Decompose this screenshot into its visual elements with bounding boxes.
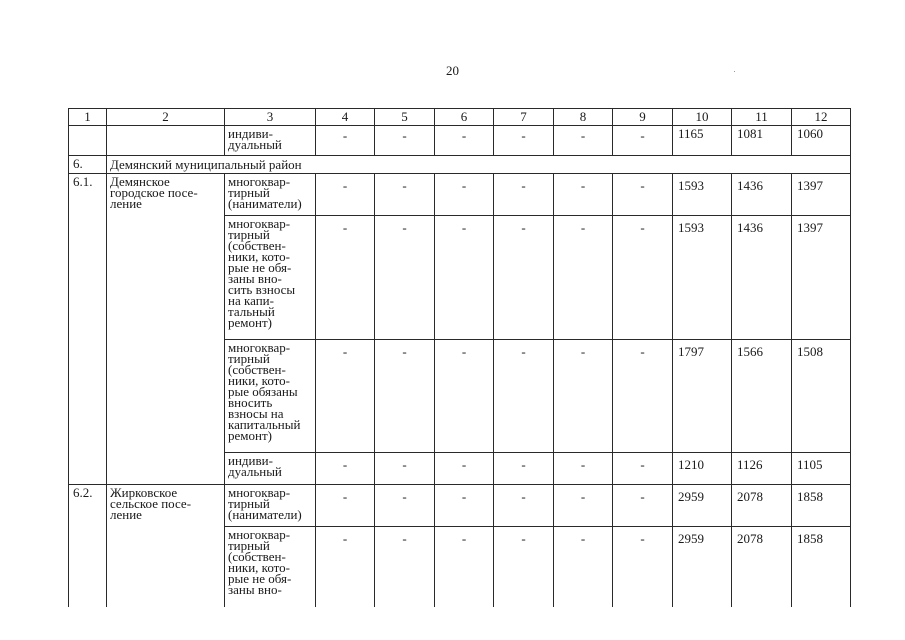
tariff-value: 1165 bbox=[673, 126, 732, 156]
header-cell: 8 bbox=[554, 109, 613, 126]
empty-value-dash: - bbox=[316, 527, 375, 607]
header-cell: 1 bbox=[69, 109, 107, 126]
settlement-name bbox=[107, 453, 225, 485]
tariff-value: 1593 bbox=[673, 216, 732, 340]
row-number bbox=[69, 340, 107, 453]
tariff-value: 2959 bbox=[673, 527, 732, 607]
empty-value-dash: - bbox=[494, 485, 554, 527]
empty-value-dash: - bbox=[494, 174, 554, 216]
tariff-value: 2959 bbox=[673, 485, 732, 527]
empty-value-dash: - bbox=[435, 174, 494, 216]
empty-value-dash: - bbox=[375, 485, 435, 527]
header-cell: 4 bbox=[316, 109, 375, 126]
tariff-value: 1397 bbox=[792, 216, 851, 340]
empty-value-dash: - bbox=[375, 216, 435, 340]
tariff-value: 1397 bbox=[792, 174, 851, 216]
section-number: 6. bbox=[69, 156, 107, 174]
tariff-value: 1593 bbox=[673, 174, 732, 216]
empty-value-dash: - bbox=[613, 340, 673, 453]
empty-value-dash: - bbox=[316, 174, 375, 216]
tariff-value: 1858 bbox=[792, 527, 851, 607]
header-cell: 7 bbox=[494, 109, 554, 126]
tariff-value: 1060 bbox=[792, 126, 851, 156]
tariff-table bbox=[68, 108, 851, 607]
row-number: 6.1. bbox=[69, 174, 107, 216]
housing-type: многоквар- тирный (собствен- ники, кото- рые не обя- заны вно- сить взносы на капи- тальный ремонт) bbox=[225, 216, 316, 340]
tariff-value: 1436 bbox=[732, 216, 792, 340]
housing-type: индиви- дуальный bbox=[225, 453, 316, 485]
tariff-value: 1210 bbox=[673, 453, 732, 485]
empty-value-dash: - bbox=[375, 126, 435, 156]
tariff-value: 2078 bbox=[732, 527, 792, 607]
empty-value-dash: - bbox=[554, 527, 613, 607]
settlement-name bbox=[107, 527, 225, 607]
row-number bbox=[69, 216, 107, 340]
empty-value-dash: - bbox=[435, 126, 494, 156]
table-row bbox=[69, 216, 851, 340]
table-row bbox=[69, 453, 851, 485]
header-cell: 3 bbox=[225, 109, 316, 126]
empty-value-dash: - bbox=[613, 216, 673, 340]
empty-value-dash: - bbox=[613, 527, 673, 607]
empty-value-dash: - bbox=[494, 340, 554, 453]
header-cell: 6 bbox=[435, 109, 494, 126]
housing-type: многоквар- тирный (собствен- ники, кото- рые не обя- заны вно- bbox=[225, 527, 316, 607]
empty-value-dash: - bbox=[435, 485, 494, 527]
tariff-value: 1081 bbox=[732, 126, 792, 156]
tariff-value: 1436 bbox=[732, 174, 792, 216]
empty-value-dash: - bbox=[375, 453, 435, 485]
empty-value-dash: - bbox=[435, 216, 494, 340]
empty-value-dash: - bbox=[554, 340, 613, 453]
row-number: 6.2. bbox=[69, 485, 107, 527]
row-number bbox=[69, 527, 107, 607]
empty-value-dash: - bbox=[316, 453, 375, 485]
empty-value-dash: - bbox=[554, 485, 613, 527]
tariff-value: 1566 bbox=[732, 340, 792, 453]
empty-value-dash: - bbox=[494, 126, 554, 156]
empty-value-dash: - bbox=[613, 174, 673, 216]
header-cell: 11 bbox=[732, 109, 792, 126]
empty-value-dash: - bbox=[494, 216, 554, 340]
tariff-value: 1508 bbox=[792, 340, 851, 453]
tariff-value: 1797 bbox=[673, 340, 732, 453]
empty-value-dash: - bbox=[375, 527, 435, 607]
header-cell: 9 bbox=[613, 109, 673, 126]
tariff-value: 1126 bbox=[732, 453, 792, 485]
table-row bbox=[69, 340, 851, 453]
empty-value-dash: - bbox=[554, 453, 613, 485]
tariff-value: 1105 bbox=[792, 453, 851, 485]
table-body bbox=[69, 109, 851, 607]
page-number: 20 bbox=[446, 63, 459, 78]
header-cell: 10 bbox=[673, 109, 732, 126]
empty-value-dash: - bbox=[435, 453, 494, 485]
row-number bbox=[69, 453, 107, 485]
empty-value-dash: - bbox=[494, 453, 554, 485]
settlement-name bbox=[107, 216, 225, 340]
tariff-value: 1858 bbox=[792, 485, 851, 527]
row-number bbox=[69, 126, 107, 156]
settlement-name: Жирковское сельское посе- ление bbox=[107, 485, 225, 527]
housing-type: многоквар- тирный (наниматели) bbox=[225, 174, 316, 216]
empty-value-dash: - bbox=[435, 340, 494, 453]
empty-value-dash: - bbox=[316, 340, 375, 453]
table-row bbox=[69, 527, 851, 607]
header-cell: 5 bbox=[375, 109, 435, 126]
header-cell: 12 bbox=[792, 109, 851, 126]
settlement-name bbox=[107, 126, 225, 156]
empty-value-dash: - bbox=[435, 527, 494, 607]
housing-type: многоквар- тирный (собствен- ники, кото- рые обязаны вносить взносы на капитальный ремонт) bbox=[225, 340, 316, 453]
table-row bbox=[69, 485, 851, 527]
empty-value-dash: - bbox=[613, 126, 673, 156]
empty-value-dash: - bbox=[316, 216, 375, 340]
header-cell: 2 bbox=[107, 109, 225, 126]
empty-value-dash: - bbox=[375, 174, 435, 216]
tariff-value: 2078 bbox=[732, 485, 792, 527]
empty-value-dash: - bbox=[554, 216, 613, 340]
table-row bbox=[69, 126, 851, 156]
settlement-name bbox=[107, 340, 225, 453]
empty-value-dash: - bbox=[554, 174, 613, 216]
empty-value-dash: - bbox=[316, 485, 375, 527]
header-row bbox=[69, 109, 851, 126]
empty-value-dash: - bbox=[316, 126, 375, 156]
empty-value-dash: - bbox=[554, 126, 613, 156]
scan-speck bbox=[734, 71, 735, 72]
settlement-name: Демянское городское посе- ление bbox=[107, 174, 225, 216]
empty-value-dash: - bbox=[613, 485, 673, 527]
section-row bbox=[69, 156, 851, 174]
section-title: Демянский муниципальный район bbox=[107, 156, 851, 174]
empty-value-dash: - bbox=[494, 527, 554, 607]
table-row bbox=[69, 174, 851, 216]
empty-value-dash: - bbox=[613, 453, 673, 485]
empty-value-dash: - bbox=[375, 340, 435, 453]
housing-type: многоквар- тирный (наниматели) bbox=[225, 485, 316, 527]
housing-type: индиви- дуальный bbox=[225, 126, 316, 156]
